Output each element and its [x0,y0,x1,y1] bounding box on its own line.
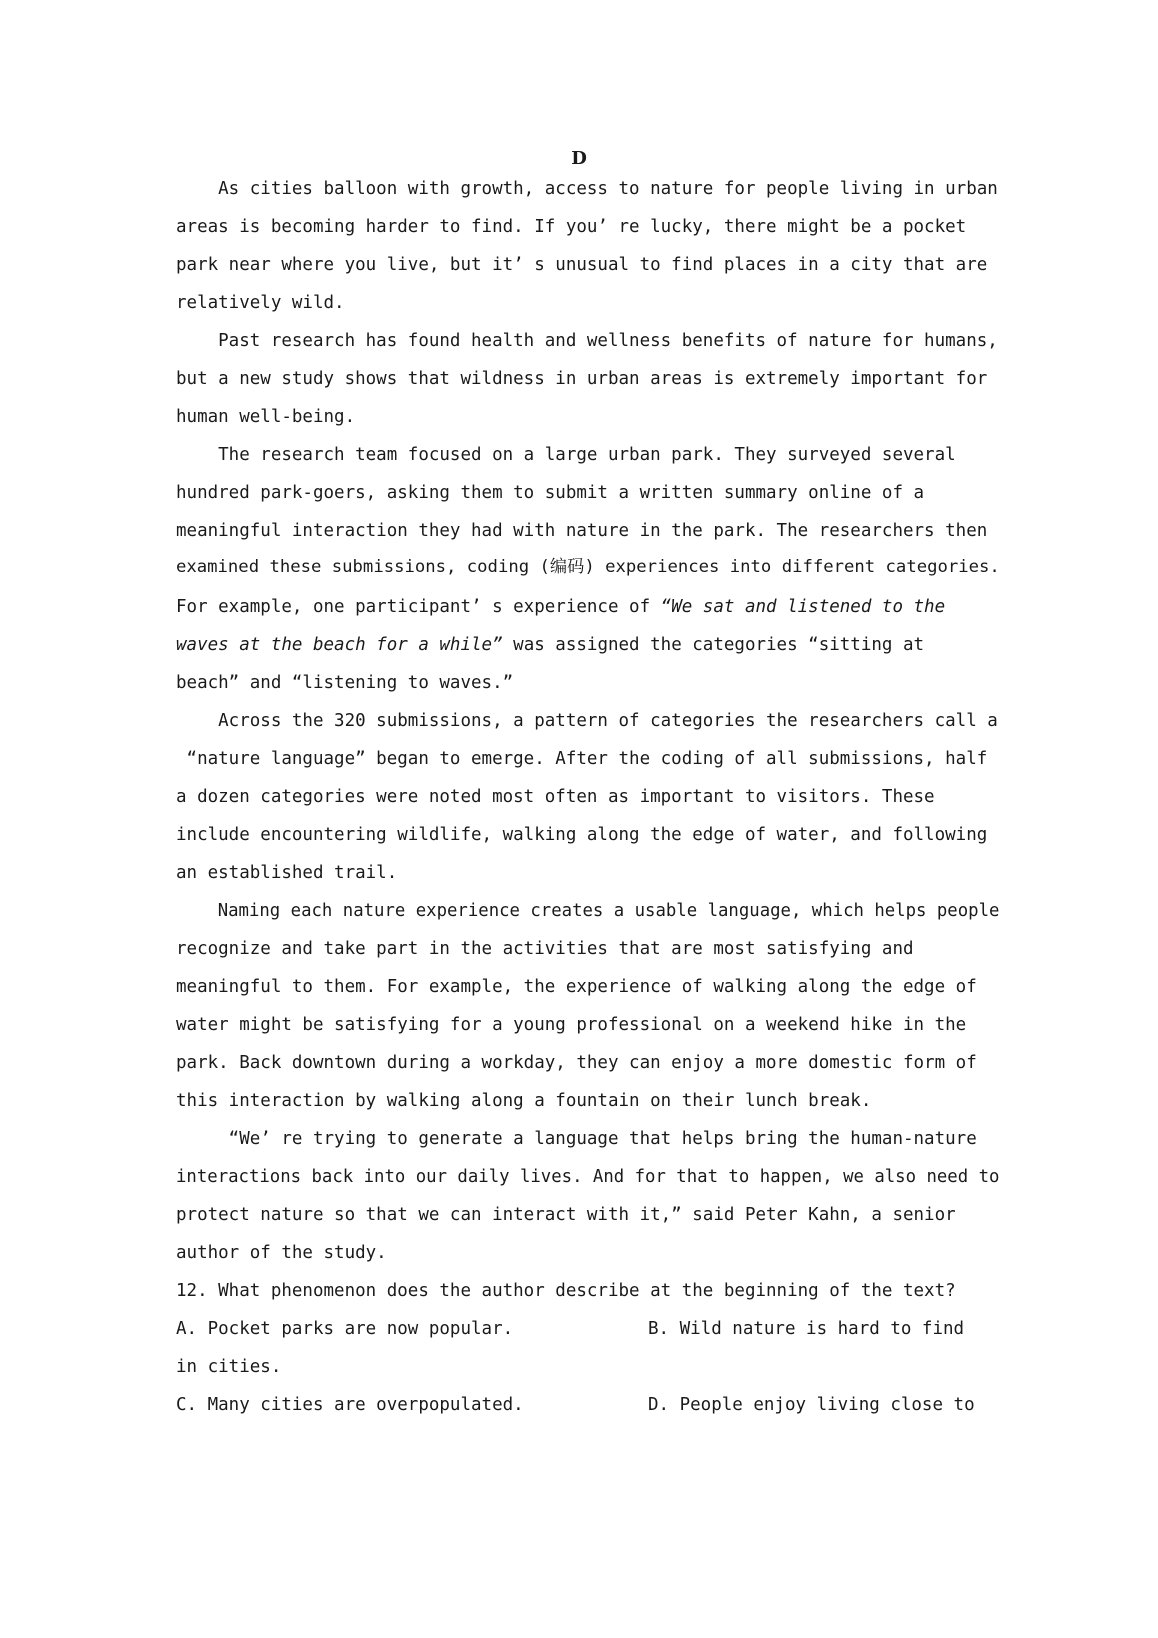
paragraph-2-line-3: human well-being. [176,407,356,427]
paragraph-3-line-6 [176,634,924,656]
paragraph-2-line-1: Past research has found health and wellness benefits of nature for humans, [176,331,998,351]
paragraph-5-line-2: recognize and take part in the activities that are most satisfying and [176,939,914,959]
paragraph-5-line-3: meaningful to them. For example, the experience of walking along the edge of [176,977,977,997]
paragraph-1-line-4: relatively wild. [176,293,345,313]
paragraph-1-line-3: park near where you live, but it’ s unusual to find places in a city that are [176,255,988,275]
paragraph-6-line-4: author of the study. [176,1243,387,1263]
paragraph-1-line-2: areas is becoming harder to find. If you’ re lucky, there might be a pocket [176,217,967,237]
question-stem: 12. What phenomenon does the author describe at the beginning of the text? [176,1281,956,1301]
paragraph-4-line-4: include encountering wildlife, walking along the edge of water, and following [176,825,988,845]
paragraph-5-line-5: park. Back downtown during a workday, they can enjoy a more domestic form of [176,1053,977,1073]
paragraph-4-line-1: Across the 320 submissions, a pattern of categories the researchers call a [176,711,998,731]
paragraph-6-line-1: “We’ re trying to generate a language that helps bring the human-nature [176,1129,977,1149]
quoted-experience-italic-2: waves at the beach for a while” [176,635,503,655]
quoted-experience-italic-1: “We sat and listened to the [660,597,946,617]
paragraph-3-line-1: The research team focused on a large urban park. They surveyed several [176,445,956,465]
paragraph-1-line-1: As cities balloon with growth, access to nature for people living in urban [176,179,998,199]
paragraph-5-line-4: water might be satisfying for a young professional on a weekend hike in the [176,1015,967,1035]
paragraph-3-line-2: hundred park-goers, asking them to submit a written summary online of a [176,483,925,503]
option-b: B. Wild nature is hard to find [648,1319,965,1339]
section-heading: D [571,148,587,169]
paragraph-2-line-2: but a new study shows that wildness in urban areas is extremely important for [176,369,988,389]
paragraph-5-line-1: Naming each nature experience creates a usable language, which helps people [176,901,1000,921]
paragraph-3-line-7: beach” and “listening to waves.” [176,673,514,693]
paragraph-6-line-3: protect nature so that we can interact with it,” said Peter Kahn, a senior [176,1205,956,1225]
paragraph-3-line-4: examined these submissions, coding (编码) experiences into different categories. [176,557,1000,577]
paragraph-3-line-5-text: For example, one participant’ s experience of [176,597,661,617]
paragraph-5-line-6: this interaction by walking along a fountain on their lunch break. [176,1091,872,1111]
option-d: D. People enjoy living close to [648,1395,975,1415]
option-c: C. Many cities are overpopulated. [176,1395,524,1415]
paragraph-4-line-5: an established trail. [176,863,398,883]
paragraph-3-line-3: meaningful interaction they had with nature in the park. The researchers then [176,521,988,541]
paragraph-4-line-3: a dozen categories were noted most often as important to visitors. These [176,787,935,807]
paragraph-3-line-5 [176,596,945,618]
option-b-continued: in cities. [176,1357,282,1377]
option-a: A. Pocket parks are now popular. [176,1319,514,1339]
paragraph-3-line-6-text: was assigned the categories “sitting at [502,635,925,655]
paragraph-6-line-2: interactions back into our daily lives. And for that to happen, we also need to [176,1167,1000,1187]
paragraph-4-line-2: “nature language” began to emerge. After the coding of all submissions, half [176,749,988,769]
